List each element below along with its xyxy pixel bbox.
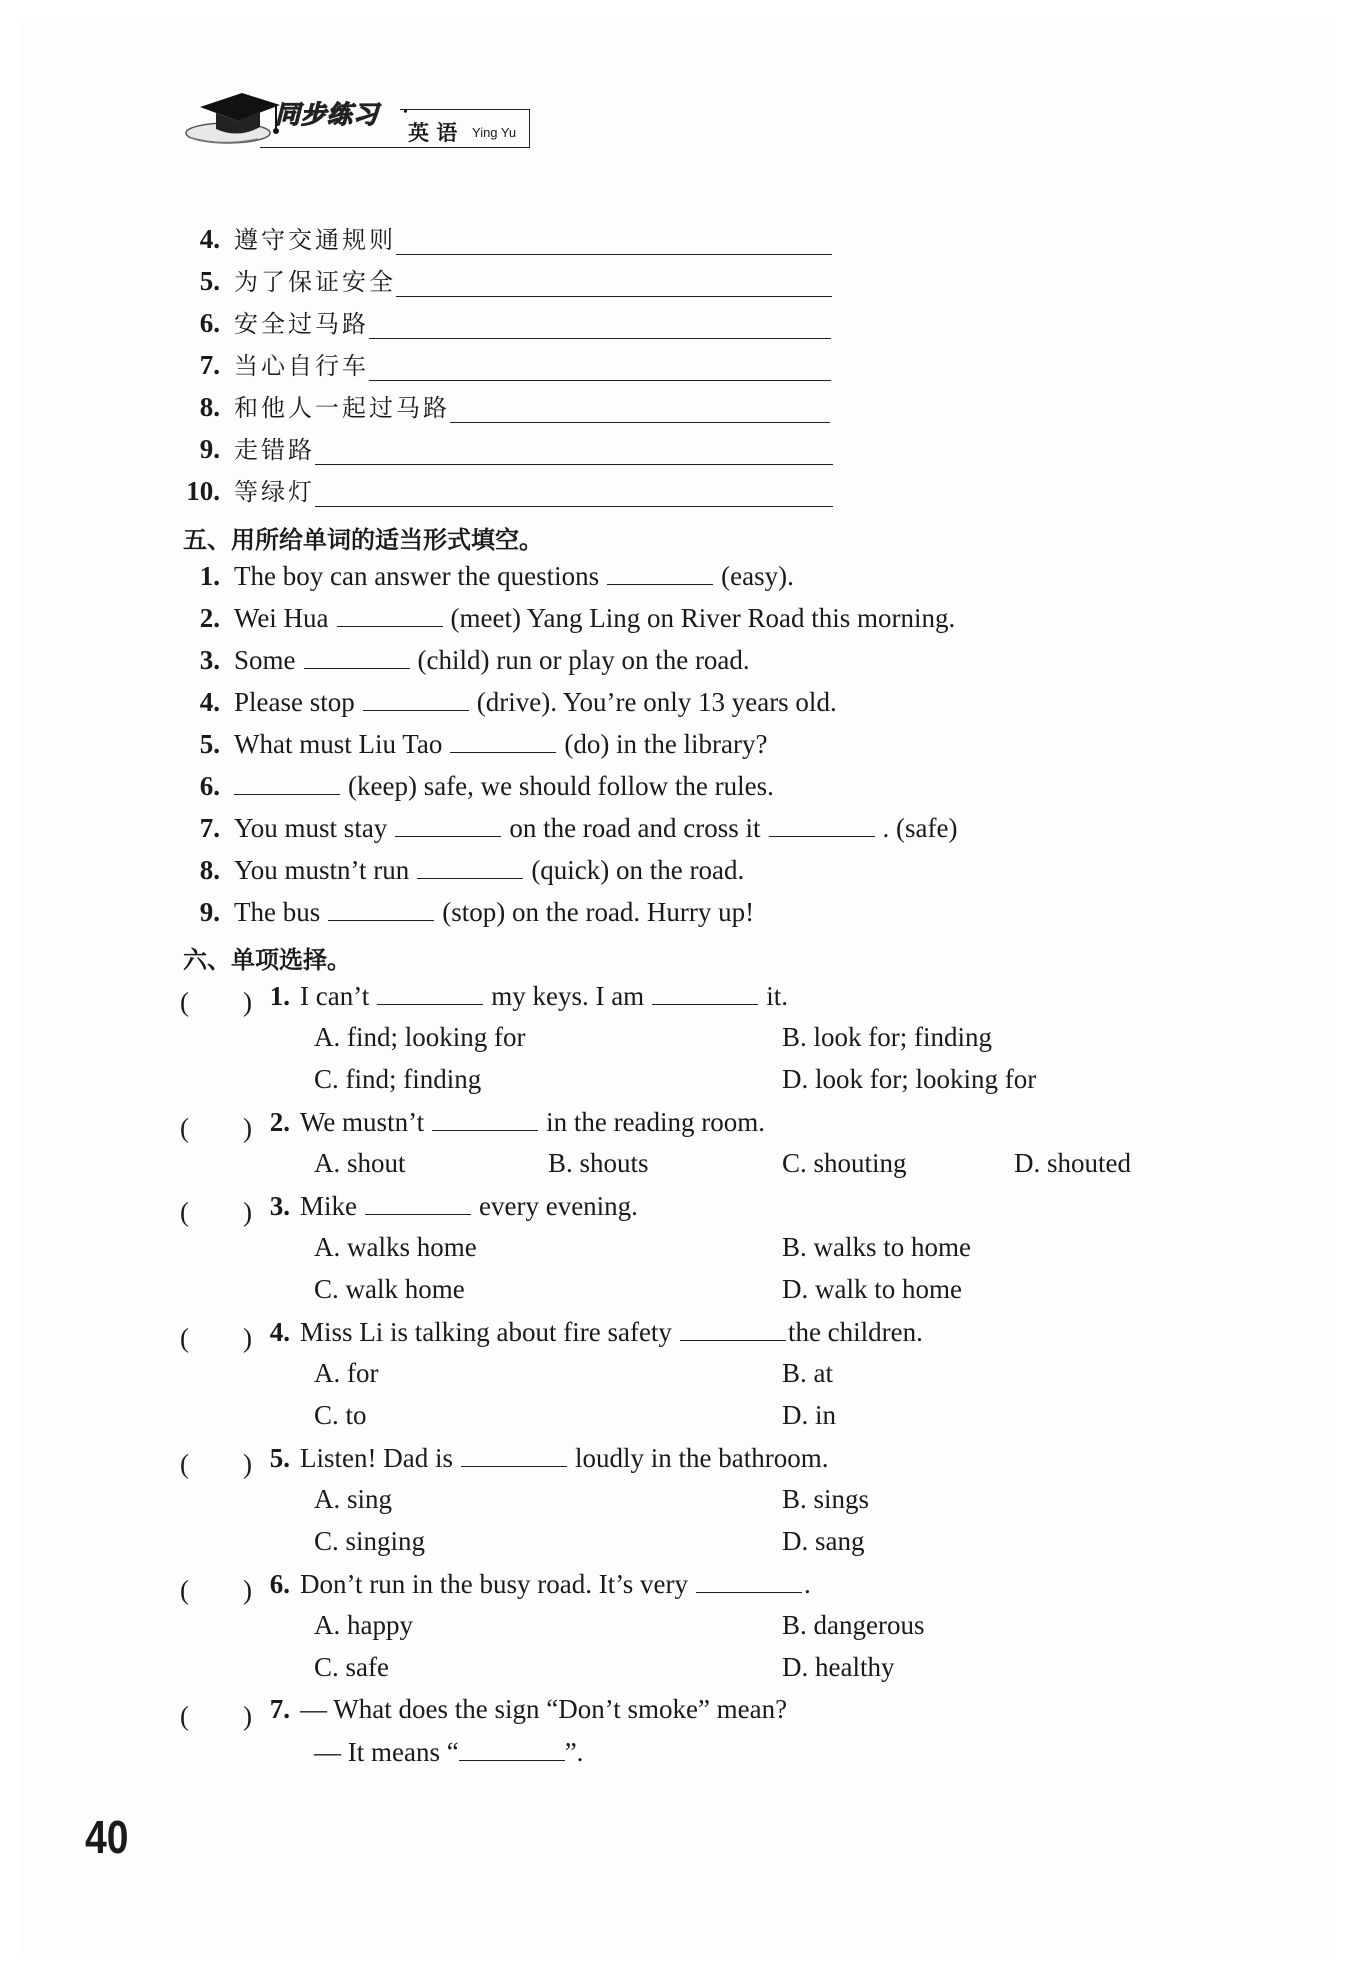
option-a[interactable]: A. find; looking for bbox=[314, 1022, 526, 1052]
phrase-text: 等绿灯 bbox=[234, 478, 315, 506]
item-number: 7. bbox=[199, 813, 220, 843]
phrase-text: 和他人一起过马路 bbox=[234, 394, 450, 422]
phrase-text: 走错路 bbox=[234, 436, 315, 464]
phrase-text: 安全过马路 bbox=[234, 310, 369, 338]
option-a[interactable]: A. sing bbox=[314, 1484, 393, 1514]
option-d[interactable]: D. look for; looking for bbox=[782, 1064, 1037, 1094]
question-text bbox=[250, 1316, 923, 1348]
item-number: 9. bbox=[199, 897, 220, 927]
fill-item bbox=[180, 812, 957, 843]
fill-item bbox=[180, 644, 750, 675]
option-b[interactable]: B. look for; finding bbox=[782, 1022, 992, 1052]
question-part: Miss Li is talking about fire safety bbox=[300, 1317, 672, 1347]
answer-line[interactable] bbox=[315, 484, 833, 507]
option-c[interactable]: C. singing bbox=[314, 1526, 426, 1556]
item-number: 4. bbox=[269, 1317, 290, 1347]
item-number: 3. bbox=[269, 1191, 290, 1221]
answer-blank[interactable] bbox=[450, 728, 556, 753]
item-number: 8. bbox=[199, 392, 220, 422]
phrase-item bbox=[180, 476, 833, 507]
item-text: The boy can answer the questions bbox=[234, 561, 600, 591]
answer-blank[interactable] bbox=[459, 1736, 565, 1761]
answer-blank[interactable] bbox=[769, 812, 875, 837]
item-text: Some bbox=[234, 645, 296, 675]
item-text: Please stop bbox=[234, 687, 355, 717]
answer-line[interactable] bbox=[369, 358, 831, 381]
subject-chinese: 英 语 bbox=[408, 121, 458, 145]
option-d[interactable]: D. sang bbox=[782, 1526, 865, 1556]
phrase-item bbox=[180, 392, 830, 423]
option-b[interactable]: B. sings bbox=[782, 1484, 870, 1514]
item-text: (child) run or play on the road. bbox=[417, 645, 750, 675]
phrase-item bbox=[180, 266, 832, 297]
item-number: 7. bbox=[199, 350, 220, 380]
answer-line[interactable] bbox=[315, 442, 833, 465]
question-part: I can’t bbox=[300, 981, 370, 1011]
item-number: 5. bbox=[269, 1443, 290, 1473]
item-number: 6. bbox=[199, 308, 220, 338]
option-a[interactable]: A. happy bbox=[314, 1610, 413, 1640]
answer-paren[interactable]: ( ) bbox=[180, 987, 252, 1017]
phrase-item bbox=[180, 224, 832, 255]
option-c[interactable]: C. shouting bbox=[782, 1148, 907, 1178]
question-part: — It means “ bbox=[314, 1737, 459, 1767]
answer-blank[interactable] bbox=[607, 560, 713, 585]
option-c[interactable]: C. find; finding bbox=[314, 1064, 482, 1094]
question-part: in the reading room. bbox=[546, 1107, 766, 1137]
fill-item bbox=[180, 854, 744, 885]
answer-line[interactable] bbox=[396, 274, 832, 297]
item-number: 6. bbox=[199, 771, 220, 801]
subject-pinyin: Ying Yu bbox=[472, 125, 517, 140]
option-b[interactable]: B. dangerous bbox=[782, 1610, 925, 1640]
question-part: — What does the sign “Don’t smoke” mean? bbox=[300, 1694, 788, 1724]
question-part: ”. bbox=[564, 1737, 584, 1767]
item-text: (meet) Yang Ling on River Road this morning. bbox=[450, 603, 956, 633]
question-part: every evening. bbox=[479, 1191, 638, 1221]
item-text: The bus bbox=[234, 897, 321, 927]
item-number: 2. bbox=[269, 1107, 290, 1137]
answer-blank[interactable] bbox=[680, 1316, 786, 1341]
item-number: 1. bbox=[269, 981, 290, 1011]
answer-blank[interactable] bbox=[363, 686, 469, 711]
option-b[interactable]: B. shouts bbox=[548, 1148, 649, 1178]
fill-item bbox=[180, 560, 794, 591]
phrase-item bbox=[180, 434, 833, 465]
option-c[interactable]: C. to bbox=[314, 1400, 367, 1430]
option-c[interactable]: C. walk home bbox=[314, 1274, 465, 1304]
item-text: (do) in the library? bbox=[564, 729, 768, 759]
fill-item bbox=[180, 602, 955, 633]
phrase-text: 当心自行车 bbox=[234, 352, 369, 380]
question-part: We mustn’t bbox=[300, 1107, 425, 1137]
option-d[interactable]: D. shouted bbox=[1014, 1148, 1131, 1178]
header-dot: • bbox=[403, 105, 408, 120]
item-number: 2. bbox=[199, 603, 220, 633]
option-b[interactable]: B. at bbox=[782, 1358, 833, 1388]
item-number: 9. bbox=[199, 434, 220, 464]
answer-paren[interactable]: ( ) bbox=[180, 1197, 252, 1227]
answer-paren[interactable]: ( ) bbox=[180, 1113, 252, 1143]
item-number: 6. bbox=[269, 1569, 290, 1599]
item-number: 4. bbox=[199, 224, 220, 254]
question-answer-line bbox=[314, 1736, 583, 1768]
answer-paren[interactable]: ( ) bbox=[180, 1701, 252, 1731]
phrase-item bbox=[180, 308, 831, 339]
item-number: 7. bbox=[269, 1694, 290, 1724]
answer-paren[interactable]: ( ) bbox=[180, 1323, 252, 1353]
answer-blank[interactable] bbox=[234, 770, 340, 795]
question-text bbox=[250, 1442, 828, 1474]
item-number: 8. bbox=[199, 855, 220, 885]
answer-paren[interactable]: ( ) bbox=[180, 1449, 252, 1479]
answer-blank[interactable] bbox=[328, 896, 434, 921]
item-text: on the road and cross it bbox=[509, 813, 761, 843]
question-text bbox=[250, 1106, 765, 1138]
question-part: . bbox=[803, 1569, 811, 1599]
answer-blank[interactable] bbox=[395, 812, 501, 837]
answer-paren[interactable]: ( ) bbox=[180, 1575, 252, 1605]
phrase-text: 遵守交通规则 bbox=[234, 226, 396, 254]
item-number: 3. bbox=[199, 645, 220, 675]
option-a[interactable]: A. for bbox=[314, 1358, 379, 1388]
answer-line[interactable] bbox=[450, 400, 830, 423]
item-number: 10. bbox=[186, 476, 220, 506]
item-text: (easy). bbox=[721, 561, 794, 591]
answer-blank[interactable] bbox=[304, 644, 410, 669]
section-title: 五、用所给单词的适当形式填空。 bbox=[183, 526, 543, 554]
fill-item bbox=[180, 728, 768, 759]
item-text: . (safe) bbox=[882, 813, 958, 843]
item-text: (drive). You’re only 13 years old. bbox=[476, 687, 837, 717]
answer-blank[interactable] bbox=[417, 854, 523, 879]
option-a[interactable]: A. walks home bbox=[314, 1232, 477, 1262]
answer-blank[interactable] bbox=[461, 1442, 567, 1467]
fill-item bbox=[180, 686, 837, 717]
answer-blank[interactable] bbox=[432, 1106, 538, 1131]
item-text: (keep) safe, we should follow the rules. bbox=[348, 771, 774, 801]
item-text: (stop) on the road. Hurry up! bbox=[442, 897, 755, 927]
phrase-item bbox=[180, 350, 831, 381]
answer-blank[interactable] bbox=[365, 1190, 471, 1215]
item-text: You must stay bbox=[234, 813, 388, 843]
fill-item bbox=[180, 770, 774, 801]
option-d[interactable]: D. in bbox=[782, 1400, 836, 1430]
brand-title: 同步练习 bbox=[275, 100, 380, 129]
answer-line[interactable] bbox=[396, 232, 832, 255]
option-c[interactable]: C. safe bbox=[314, 1652, 389, 1682]
question-part: Mike bbox=[300, 1191, 357, 1221]
option-d[interactable]: D. walk to home bbox=[782, 1274, 962, 1304]
answer-blank[interactable] bbox=[696, 1568, 802, 1593]
question-text bbox=[250, 1190, 638, 1222]
answer-blank[interactable] bbox=[337, 602, 443, 627]
section-title: 六、单项选择。 bbox=[183, 946, 351, 974]
item-text: Wei Hua bbox=[234, 603, 329, 633]
phrase-text: 为了保证安全 bbox=[234, 268, 396, 296]
question-part: it. bbox=[766, 981, 788, 1011]
answer-blank[interactable] bbox=[652, 980, 758, 1005]
graduation-cap-icon bbox=[180, 85, 290, 155]
answer-line[interactable] bbox=[369, 316, 831, 339]
item-number: 4. bbox=[199, 687, 220, 717]
answer-blank[interactable] bbox=[377, 980, 483, 1005]
question-part: my keys. I am bbox=[491, 981, 645, 1011]
item-text: You mustn’t run bbox=[234, 855, 410, 885]
option-a[interactable]: A. shout bbox=[314, 1148, 406, 1178]
question-part: Listen! Dad is bbox=[300, 1443, 453, 1473]
item-number: 5. bbox=[199, 266, 220, 296]
question-part: loudly in the bathroom. bbox=[574, 1443, 829, 1473]
item-number: 5. bbox=[199, 729, 220, 759]
option-b[interactable]: B. walks to home bbox=[782, 1232, 971, 1262]
question-text bbox=[250, 1694, 787, 1725]
question-text bbox=[250, 1568, 811, 1600]
question-part: Don’t run in the busy road. It’s very bbox=[300, 1569, 688, 1599]
fill-item bbox=[180, 896, 754, 927]
question-part: the children. bbox=[787, 1317, 923, 1347]
option-d[interactable]: D. healthy bbox=[782, 1652, 895, 1682]
item-text: (quick) on the road. bbox=[531, 855, 745, 885]
question-text bbox=[250, 980, 788, 1012]
item-number: 1. bbox=[199, 561, 220, 591]
item-text: What must Liu Tao bbox=[234, 729, 443, 759]
page-header bbox=[180, 85, 540, 155]
page-number: 40 bbox=[85, 1811, 129, 1863]
